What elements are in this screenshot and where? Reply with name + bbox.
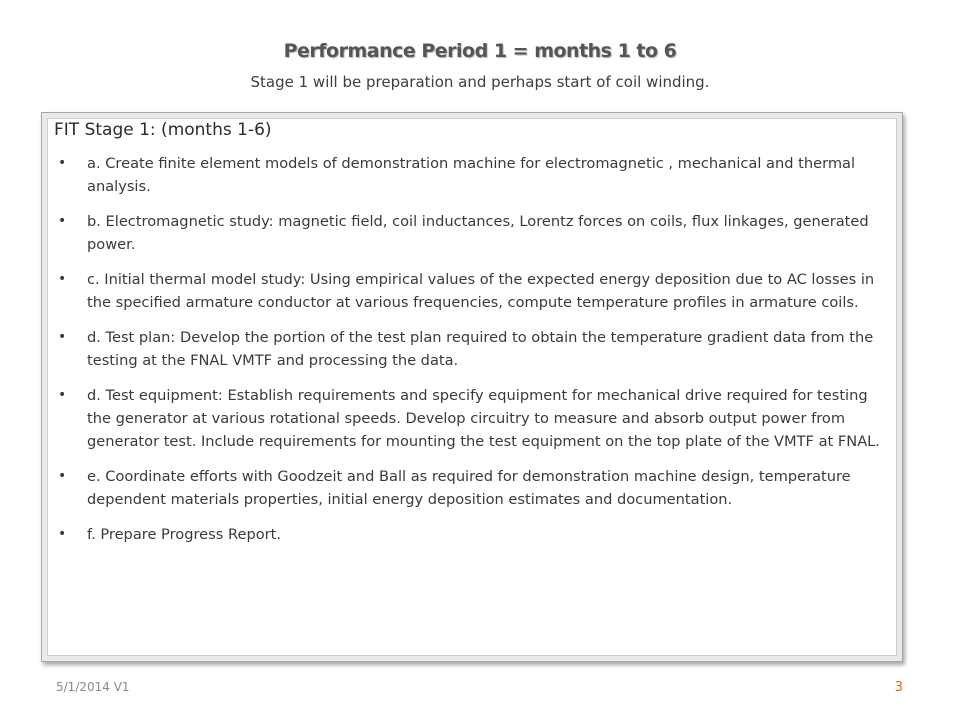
bullet-icon: • <box>58 526 67 542</box>
list-item <box>46 523 892 546</box>
list-item <box>46 210 892 256</box>
list-item-text: d. Test plan: Develop the portion of the test plan required to obtain the temperature gradient data from the testing at the FNAL VMTF and processing the data. <box>87 329 874 369</box>
list-item-text: f. Prepare Progress Report. <box>87 526 281 543</box>
list-item-text: e. Coordinate efforts with Goodzeit and Ball as required for demonstration machine design, temperature dependent materials properties, initial energy deposition estimates and documentation. <box>87 468 851 508</box>
list-item <box>46 465 892 511</box>
bullet-icon: • <box>58 213 67 229</box>
slide-title: Performance Period 1 = months 1 to 6 <box>283 40 677 62</box>
list-item <box>46 384 892 453</box>
list-item-text: d. Test equipment: Establish requirements and specify equipment for mechanical drive required for testing the generator at various rotational speeds. Develop circuitry to measure and absorb output power from generator test. Include requirements for mounting the test equipment on the top plate of the VMTF at FNAL. <box>87 387 880 450</box>
page-number: 3 <box>894 680 903 695</box>
list-item <box>46 152 892 198</box>
bullet-icon: • <box>58 387 67 403</box>
list-item-text: a. Create finite element models of demonstration machine for electromagnetic , mechanical and thermal analysis. <box>87 155 856 195</box>
list-item <box>46 268 892 314</box>
footer-date: 5/1/2014 V1 <box>56 680 130 694</box>
list-item <box>46 326 892 372</box>
bullet-icon: • <box>58 271 67 287</box>
bullet-icon: • <box>58 468 67 484</box>
slide-subtitle: Stage 1 will be preparation and perhaps start of coil winding. <box>250 73 710 91</box>
box-heading: FIT Stage 1: (months 1-6) <box>54 120 272 140</box>
list-item-text: c. Initial thermal model study: Using empirical values of the expected energy deposition due to AC losses in the specified armature conductor at various frequencies, compute temperature profiles in armature coils. <box>87 271 875 311</box>
list-item-text: b. Electromagnetic study: magnetic field, coil inductances, Lorentz forces on coils, flux linkages, generated power. <box>87 213 869 253</box>
task-list <box>46 152 892 558</box>
bullet-icon: • <box>58 155 67 171</box>
bullet-icon: • <box>58 329 67 345</box>
